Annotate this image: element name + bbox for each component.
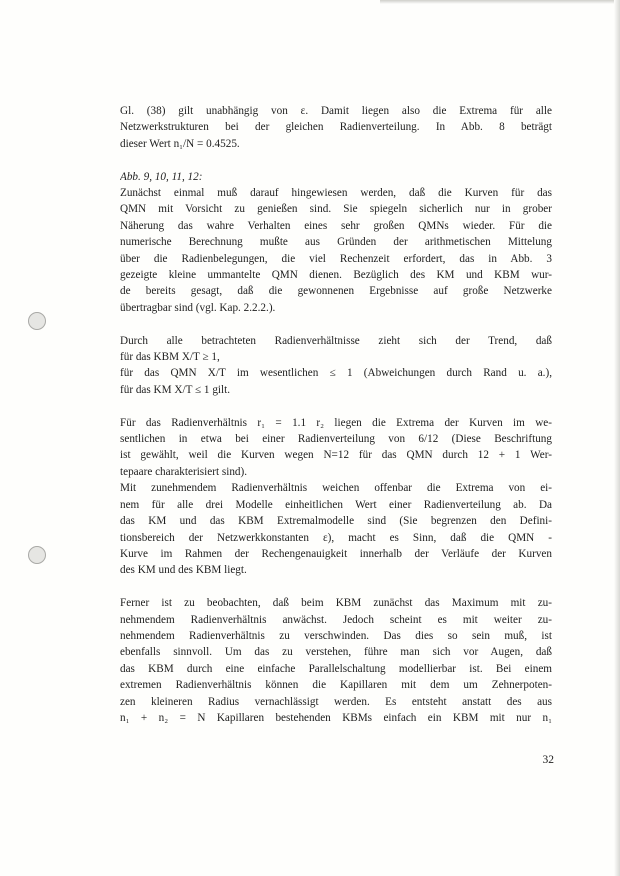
- text-line: nehmendem Radienverhältnis zu verschwinden. Das dies so sein muß, ist: [120, 629, 552, 642]
- text-line: Näherung das wahre Verhalten eines sehr großen QMNs wieder. Für die: [120, 219, 552, 232]
- text-line: ist gewählt, weil die Kurven wegen N=12 für das QMN durch 12 + 1 Wer-: [120, 449, 552, 462]
- text-line: extremen Radienverhältnis können die Kapillaren mit dem um Zehnerpoten-: [120, 679, 552, 692]
- text-line: sentlichen in etwa bei einer Radienverteilung von 6/12 (Diese Beschriftung: [120, 433, 552, 446]
- page-edge-shadow-top: [380, 0, 620, 4]
- section-heading: Abb. 9, 10, 11, 12:: [120, 170, 203, 183]
- text-line: ebenfalls sinnvoll. Um das zu verstehen, führe man sich vor Augen, daß: [120, 646, 552, 659]
- text-line: dieser Wert n₁/N = 0.4525.: [120, 137, 240, 150]
- text-line: QMN mit Vorsicht zu genießen sind. Sie spiegeln sicherlich nur in grober: [120, 203, 552, 216]
- page-number: 32: [542, 754, 554, 766]
- text-line: Für das Radienverhältnis r₁ = 1.1 r₂ liegen die Extrema der Kurven im we-: [120, 416, 552, 429]
- text-line: Durch alle betrachteten Radienverhältnisse zieht sich der Trend, daß: [120, 334, 552, 347]
- text-line: zen kleineren Radius vernachlässigt werden. Es entsteht anstatt des aus: [120, 695, 552, 708]
- text-line: das KBM durch eine einfache Parallelschaltung modellierbar ist. Bei einem: [120, 662, 552, 675]
- body-text: [120, 103, 552, 726]
- text-line: für das QMN X/T im wesentlichen ≤ 1 (Abweichungen durch Rand u. a.),: [120, 367, 552, 380]
- text-line: übertragbar sind (vgl. Kap. 2.2.2.).: [120, 301, 276, 314]
- text-line: nehmendem Radienverhältnis anwächst. Jedoch scheint es mit weiter zu-: [120, 613, 552, 626]
- punch-hole-upper: [28, 312, 46, 330]
- text-line: numerische Berechnung mußte aus Gründen der arithmetischen Mittelung: [120, 236, 552, 249]
- text-line: über die Radienbelegungen, die viel Rechenzeit erfordert, das in Abb. 3: [120, 252, 552, 265]
- text-line: das KM und das KBM Extremalmodelle sind (Sie begrenzen den Defini-: [120, 515, 552, 528]
- text-line: nem für alle drei Modelle einheitlichen Wert einer Radienverteilung ab. Da: [120, 498, 552, 511]
- text-line: Kurve im Rahmen der Rechengenauigkeit innerhalb der Verläufe der Kurven: [120, 547, 552, 560]
- text-line: tionsbereich der Netzwerkkonstanten ε), macht es Sinn, daß die QMN -: [120, 531, 552, 544]
- text-line: Mit zunehmendem Radienverhältnis weichen offenbar die Extrema von ei-: [120, 482, 552, 495]
- text-line: Gl. (38) gilt unabhängig von ε. Damit liegen also die Extrema für alle: [120, 105, 552, 117]
- text-line: n₁ + n₂ = N Kapillaren bestehenden KBMs einfach ein KBM mit nur n₁: [120, 711, 552, 724]
- text-line: Netzwerkstrukturen bei der gleichen Radienverteilung. In Abb. 8 beträgt: [120, 121, 552, 134]
- page-edge-shadow-right: [614, 0, 620, 876]
- text-line: de bereits gesagt, daß die gewonnenen Ergebnisse auf große Netzwerke: [120, 285, 552, 298]
- text-line: Ferner ist zu beobachten, daß beim KBM zunächst das Maximum mit zu-: [120, 597, 552, 610]
- punch-hole-lower: [28, 546, 46, 564]
- text-line: gezeigte kleine ummantelte QMN dienen. Bezüglich des KM und KBM wur-: [120, 269, 552, 282]
- text-line: tepaare charakterisiert sind).: [120, 465, 248, 478]
- text-line: für das KM X/T ≤ 1 gilt.: [120, 383, 231, 396]
- text-line: für das KBM X/T ≥ 1,: [120, 351, 220, 364]
- text-line: Zunächst einmal muß darauf hingewiesen werden, daß die Kurven für das: [120, 187, 552, 200]
- text-line: des KM und des KBM liegt.: [120, 564, 247, 577]
